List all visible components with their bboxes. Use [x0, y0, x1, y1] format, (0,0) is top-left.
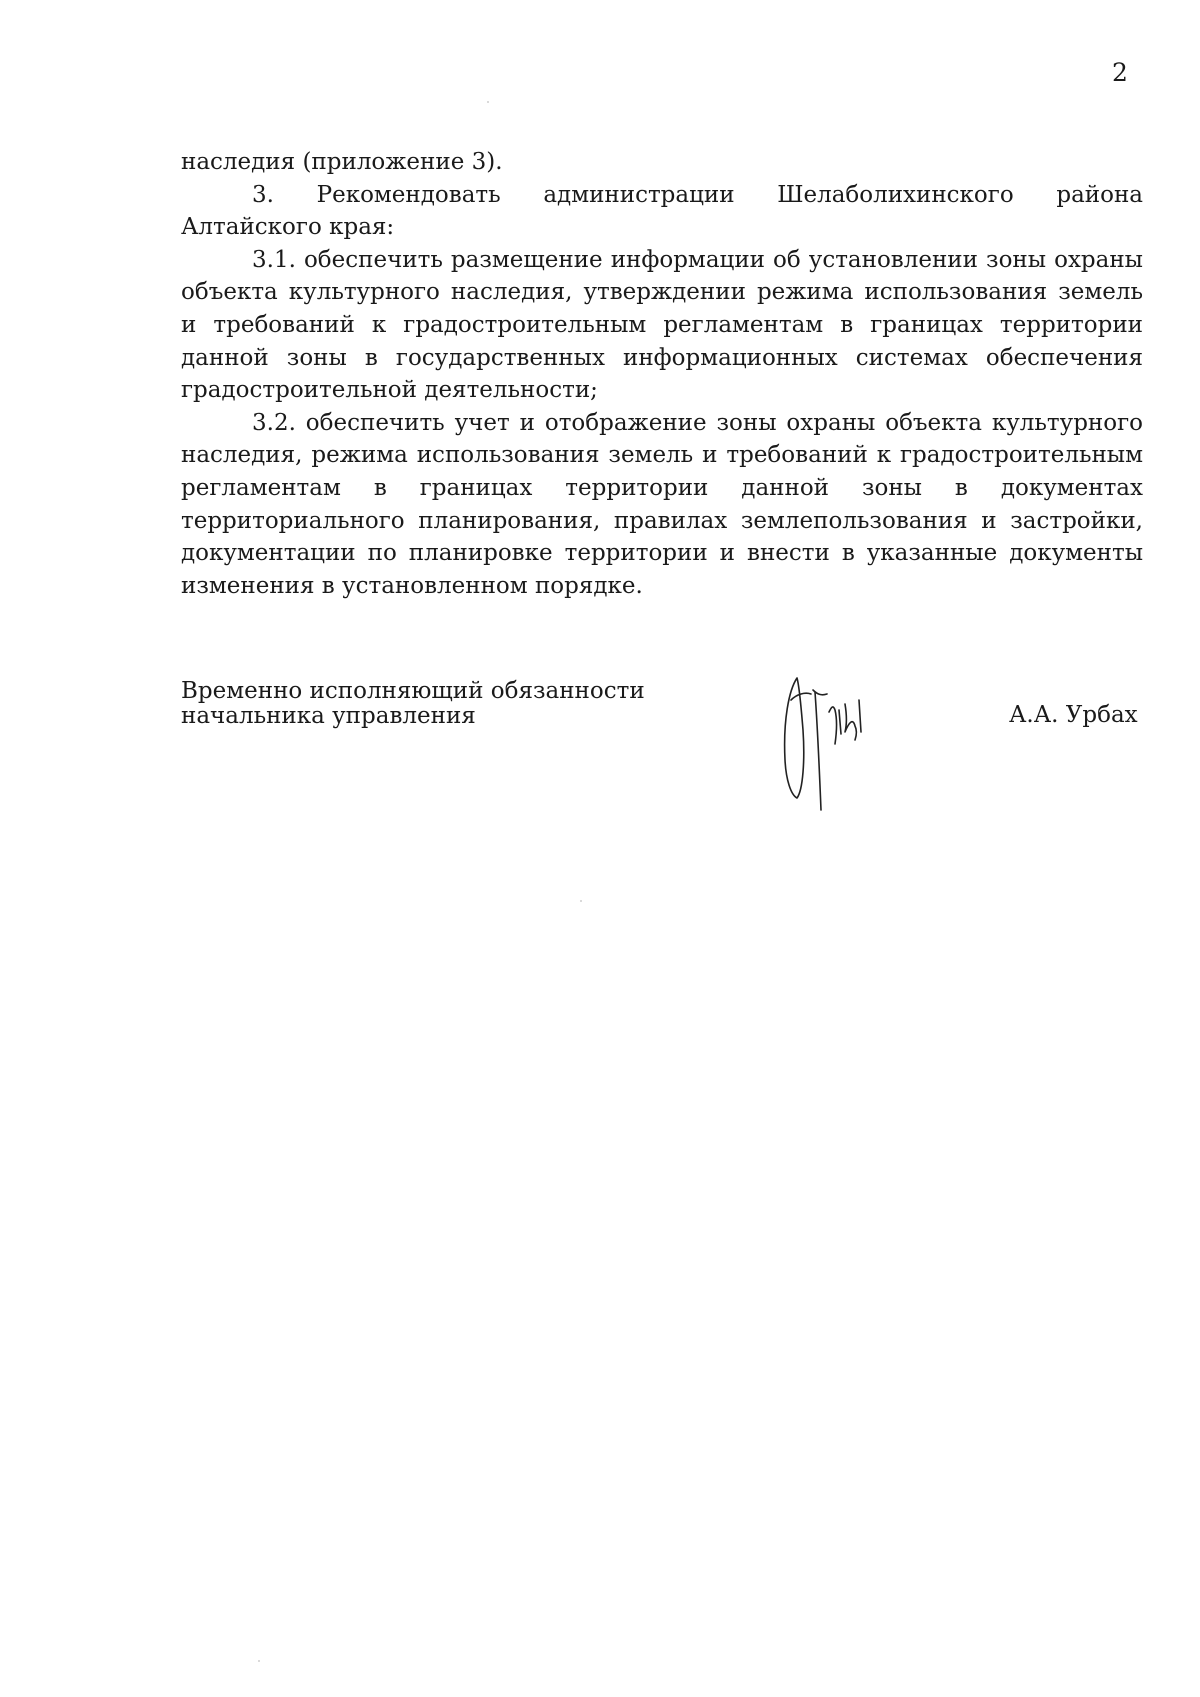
signatory-position	[181, 679, 645, 729]
page-number: 2	[1112, 58, 1128, 87]
document-body	[181, 146, 1143, 602]
paragraph-item-3-2: 3.2. обеспечить учет и отображение зоны охраны объекта культурного наследия, режима использования земель и требований к градостроительным регламентам в границах территории данной зоны в документах территориального планирования, правилах землепользования и застройки, документации по планировке территории и внести в указанные документы изменения в установленном порядке.	[181, 409, 1143, 599]
scan-speck	[487, 101, 489, 103]
signatory-position-line-1: Временно исполняющий обязанности	[181, 678, 645, 704]
signatory-position-line-2: начальника управления	[181, 703, 476, 729]
scan-speck	[580, 900, 582, 902]
paragraph-item-3-1: 3.1. обеспечить размещение информации об установлении зоны охраны объекта культурного наследия, утверждении режима использования земель и требований к градостроительным регламентам в границах территории данной зоны в государственных информационных системах обеспечения градостроительной деятельности;	[181, 246, 1143, 404]
signatory-name: А.А. Урбах	[1009, 702, 1138, 728]
handwritten-signature	[775, 660, 895, 820]
paragraph-item-3: 3. Рекомендовать администрации Шелаболихинского района Алтайского края:	[181, 181, 1143, 241]
paragraph-continuation: наследия (приложение 3).	[181, 149, 503, 175]
scan-speck	[258, 1660, 260, 1662]
